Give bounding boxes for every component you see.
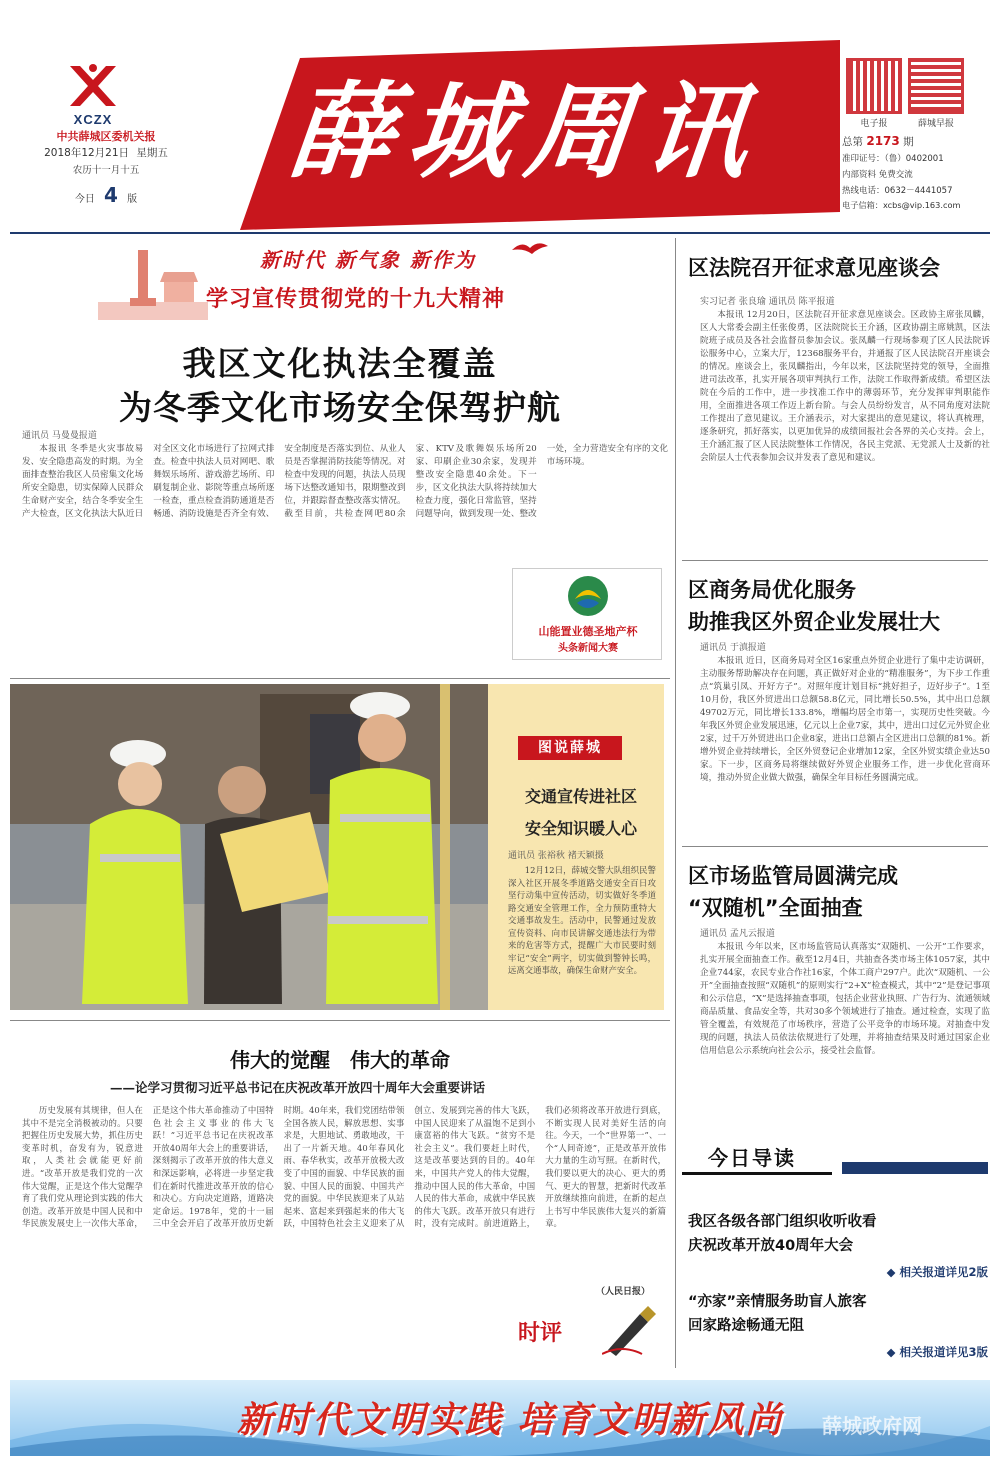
email: 电子信箱：xcbs@vip.163.com xyxy=(842,200,961,210)
hotline: 热线电话：0632－4441057 xyxy=(842,186,953,196)
story2-body: 本报讯 近日，区商务局对全区16家重点外贸企业进行了集中走访调研，主动服务帮助解决存在问题，真正做好对企业的“精准服务”，为下步工作重点“筑巢引凤、开好方子”。对照年度计划目标“挑好担子，迈好步子”。1至10月份，我区外贸进出口总额58.8亿元，同比增长50.5%，其中出口总额49702万元，同比增长133.8%，增幅均居全市第一，实现历史性突破。今年我区外贸企业发展迅速，亿元以上企业7家，其中，进出口过亿元外贸企业2家，过千万外贸进出口企业8家，进出口总额占全区进出口总额的81%。新增外贸企业持续增长，全区外贸登记企业增加12家，全区外贸实绩企业达50家。下一步，区商务局将继续做好外贸企业服务工作，进一步优化营商环境，推动外贸企业做大做强，确保全年目标任务圆满完成。 xyxy=(700,656,990,783)
story3-headline-1: 区市场监管局圆满完成 xyxy=(688,864,898,888)
column-divider xyxy=(675,238,676,1368)
banner-slogan: 新时代 新气象 新作为 xyxy=(260,248,476,272)
diamond-icon: ◆ xyxy=(886,1345,896,1359)
lead-body: 本报讯 冬季是火灾事故易发、安全隐患高发的时期。为全面排查整治我区人员密集文化场所安全隐患，切实保障人民群众生命财产安全，结合冬季安全生产大检查，区文化执法大队近日对全区文化市场进行了拉网式排查。检查中执法人员对网吧、歌舞娱乐场所、游戏游艺场所、印刷复制企业、影院等重点场所逐一检查，重点检查消防通道是否畅通、消防设施是否齐全有效、安全制度是否落实到位、从业人员是否掌握消防技能等情况。对检查中发现的问题，执法人员现场下达整改通知书，限期整改到位，并跟踪督查整改落实情况。截至目前，共检查网吧80余家、KTV及歌舞娱乐场所20家、印刷企业30余家，发现并整改安全隐患40余处。下一步，区文化执法大队将持续加大检查力度，强化日常监管，坚持问题导向，做到发现一处、整改一处，全力营造安全有序的文化市场环境。 xyxy=(22,444,668,519)
diamond-icon: ◆ xyxy=(886,1265,896,1279)
story1 xyxy=(700,294,990,557)
ad-box[interactable] xyxy=(512,568,662,660)
issue-suffix: 期 xyxy=(903,136,914,148)
commentary-tag-box xyxy=(502,1300,666,1360)
guide-item-1[interactable] xyxy=(688,1210,988,1280)
guide-item-2-ref xyxy=(688,1344,988,1360)
qr-label-morning: 薛城早报 xyxy=(917,119,954,129)
guide-title: 今日导读 xyxy=(708,1146,796,1170)
issue-date: 2018年12月21日 xyxy=(44,147,130,159)
masthead-divider xyxy=(10,232,990,234)
story2-headline-1: 区商务局优化服务 xyxy=(688,578,856,602)
lead-headline-line2: 为冬季文化市场安全保驾护航 xyxy=(119,388,561,427)
story2-byline: 通讯员 于滇报道 xyxy=(700,643,766,653)
footer-slogan: 新时代文明实践 培育文明新风尚 xyxy=(236,1399,784,1441)
issue-prefix: 总第 xyxy=(842,136,863,148)
guide-item-2-line2: 回家路途畅通无阻 xyxy=(688,1318,804,1334)
ad-text: 山能置业德圣地产杯 xyxy=(538,625,638,638)
dove-icon xyxy=(510,238,550,258)
permit: 准印证号：（鲁）0402001 xyxy=(842,154,944,164)
guide-header xyxy=(682,1138,988,1178)
commentary-source: （人民日报） xyxy=(596,1284,664,1297)
traffic-police-photo xyxy=(10,684,488,1010)
paper-name: 薛城周讯 xyxy=(283,70,769,193)
guide-title-bar xyxy=(682,1172,832,1175)
lead-divider xyxy=(10,678,670,679)
qr-label-epaper: 电子报 xyxy=(860,119,888,129)
story3-body: 本报讯 今年以来，区市场监管局认真落实“双随机、一公开”工作要求，扎实开展全面抽查工作。截至12月4日，共抽查各类市场主体1057家，其中企业744家，农民专业合作社16家，个体工商户297户。此次“双随机、一公开”全面抽查按照“双随机”的原则实行“2+X”检查模式，其中“2”是登记事项和公示信息，“X”是选择抽查事项，包括企业营业执照、广告行为、流通领域商品质量、食品安全等，共对30多个领域进行了抽查。通过检查，实现了监管全覆盖，有效规范了市场秩序，营造了公平竞争的市场环境。对抽查中发现的问题，执法人员依法依规进行了处理，并将抽查结果及时通过国家企业信用信息公示系统向社会公示，接受社会监督。 xyxy=(700,942,990,1056)
pen-icon xyxy=(602,1304,658,1356)
lead-byline: 通讯员 马曼曼报道 xyxy=(22,431,97,441)
photo-byline: 通讯员 张裕秋 褚天颖摄 xyxy=(508,851,604,861)
publisher: 中共薛城区委机关报 xyxy=(56,130,156,143)
pages-count: 4 xyxy=(104,183,118,207)
weekday: 星期五 xyxy=(136,147,168,159)
guide-item-2-ref-label: 相关报道详见3版 xyxy=(899,1345,988,1359)
issue-number: 2173 xyxy=(866,134,900,148)
internal-note: 内部资料 免费交流 xyxy=(842,170,913,180)
lunar-date: 农历十一月十五 xyxy=(72,165,140,176)
pages-prefix: 今日 xyxy=(74,194,95,205)
pages-info xyxy=(36,183,176,207)
photo-title-2: 安全知识暖人心 xyxy=(524,819,637,838)
story3 xyxy=(700,926,990,1141)
commentary-tag: 时评 xyxy=(518,1321,563,1346)
story3-headline-2: “双随机”全面抽查 xyxy=(688,896,863,920)
photo-title-1: 交通宣传进社区 xyxy=(524,787,637,806)
story1-body: 本报讯 12月20日，区法院召开征求意见座谈会。区政协主席张凤麟，区人大常委会副主任张俊勇，区法院院长王介涵，区政协副主席姚凯，区法院班子成员及各社会监督员参加会议。张凤麟一行现场参观了区人民法院诉讼服务中心，立案大厅，12368服务平台，并通报了区人民法院召开座谈会的情况。座谈会上，张凤麟指出，今年以来，区法院坚持党的领导，全面推进司法改革，扎实开展各项审判执行工作，法院工作取得新成绩。希望区法院在今后的工作中，进一步找准工作中的薄弱环节，充分发挥审判职能作用，全面推进各项工作迈上新台阶。与会人员纷纷发言，从不同角度对法院工作提出了意见建议。王介涵表示，对大家提出的意见建议，将认真梳理，逐条研究，抓好落实，以更加优异的成绩回报社会各界的关心支持。会上，王介涵汇报了区人民法院整体工作情况，各民主党派、无党派人士及新的社会阶层人士代表参加会议并发表了意见和建议。 xyxy=(700,310,990,463)
ad-subtext: 头条新闻大赛 xyxy=(558,643,618,654)
masthead xyxy=(0,0,1000,232)
photo-tag xyxy=(518,736,622,760)
story2-divider xyxy=(682,846,988,847)
story1-headline: 区法院召开征求意见座谈会 xyxy=(688,256,940,280)
guide-item-2-line1: “亦家”亲情服务助盲人旅客 xyxy=(688,1294,867,1310)
logo xyxy=(62,62,124,127)
ad-logo-icon xyxy=(565,573,611,619)
commentary-title: 伟大的觉醒 伟大的革命 xyxy=(230,1048,450,1072)
guide-title-bar-blue xyxy=(842,1162,988,1174)
photo-body: 12月12日，薛城交警大队组织民警深入社区开展冬季道路交通安全百日攻坚行动集中宣传活动，切实做好冬季道路交通安全管理工作，全力预防重特大交通事故发生。活动中，民警通过发放宣传资料、向市民讲解交通违法行为带来的危害等方式，提醒广大市民要时刻牢记“安全”两字，切实做到警钟长鸣，远离交通事故，确保生命财产安全。 xyxy=(508,865,656,975)
footer-banner xyxy=(10,1380,990,1456)
banner-title: 学习宣传贯彻党的十九大精神 xyxy=(206,287,506,312)
commentary-body: 历史发展有其规律，但人在其中不是完全消极被动的。只要把握住历史发展大势，抓住历史变革时机，奋发有为，锐意进取，人类社会就能更好前进。“改革开放是我们党的一次伟大觉醒，正是这个伟大觉醒孕育了我们党从理论到实践的伟大创造。改革开放是中国人民和中华民族发展史上一次伟大革命，正是这个伟大革命推动了中国特色社会主义事业的伟大飞跃！”习近平总书记在庆祝改革开放40周年大会上的重要讲话，深刻揭示了改革开放的伟大意义和深远影响，必将进一步坚定我们在新时代推进改革开放的信心和决心。方向决定道路，道路决定命运。1978年，党的十一届三中全会开启了改革开放历史新时期。40年来，我们党团结带领全国各族人民，解放思想、实事求是，大胆地试、勇敢地改，干出了一片新天地。40年春风化雨、春华秋实，改革开放极大改变了中国的面貌、中华民族的面貌、中国人民的面貌、中国共产党的面貌。中华民族迎来了从站起来、富起来到强起来的伟大飞跃，中国特色社会主义迎来了从创立、发展到完善的伟大飞跃，中国人民迎来了从温饱不足到小康富裕的伟大飞跃。“贫穷不是社会主义”。我们要赶上时代，这是改革要达到的目的。40年来，中国共产党人的伟大觉醒，推动中国人民的伟大革命，中国人民的伟大革命，成就中华民族的伟大飞跃。改革开放只有进行时，没有完成时。前进道路上，我们必须将改革开放进行到底，不断实现人民对美好生活的向往。今天，一个“世界第一”、一个“人间奇迹”，正是改革开放伟大力量的生动写照。在新时代，我们要以更大的决心、更大的勇气、更大的智慧，把新时代改革开放继续推向前进，在新的起点上书写中华民族伟大复兴的新篇章。 xyxy=(22,1105,666,1229)
commentary-subtitle: ——论学习贯彻习近平总书记在庆祝改革开放四十周年大会重要讲话 xyxy=(110,1080,486,1095)
banner-section xyxy=(10,238,670,326)
guide-item-1-ref xyxy=(688,1264,988,1280)
photo-divider xyxy=(10,1020,670,1021)
issue-line xyxy=(842,134,992,149)
guide-item-2[interactable] xyxy=(688,1290,988,1360)
date-line xyxy=(36,145,176,160)
story1-divider xyxy=(682,560,988,561)
photo-story xyxy=(10,684,664,1010)
logo-icon xyxy=(62,62,124,108)
lead-headline-line1: 我区文化执法全覆盖 xyxy=(182,344,498,383)
qr-code-epaper[interactable] xyxy=(846,58,902,114)
pages-suffix: 版 xyxy=(127,194,138,205)
footer-watermark: 薛城政府网 xyxy=(822,1414,922,1438)
photo-tag-label: 图说薛城 xyxy=(538,740,602,756)
story1-byline: 实习记者 张良瑜 通讯员 陈平报道 xyxy=(700,297,835,307)
story3-byline: 通讯员 孟凡云报道 xyxy=(700,929,775,939)
guide-item-1-line1: 我区各级各部门组织收听收看 xyxy=(688,1214,877,1230)
qr-code-morning[interactable] xyxy=(908,58,964,114)
story2 xyxy=(700,640,990,849)
story2-headline-2: 助推我区外贸企业发展壮大 xyxy=(688,610,940,634)
guide-item-1-ref-label: 相关报道详见2版 xyxy=(899,1265,988,1279)
guide-item-1-line2: 庆祝改革开放40周年大会 xyxy=(688,1238,854,1254)
monument-illustration xyxy=(98,242,208,322)
logo-text: XCZX xyxy=(73,112,113,127)
